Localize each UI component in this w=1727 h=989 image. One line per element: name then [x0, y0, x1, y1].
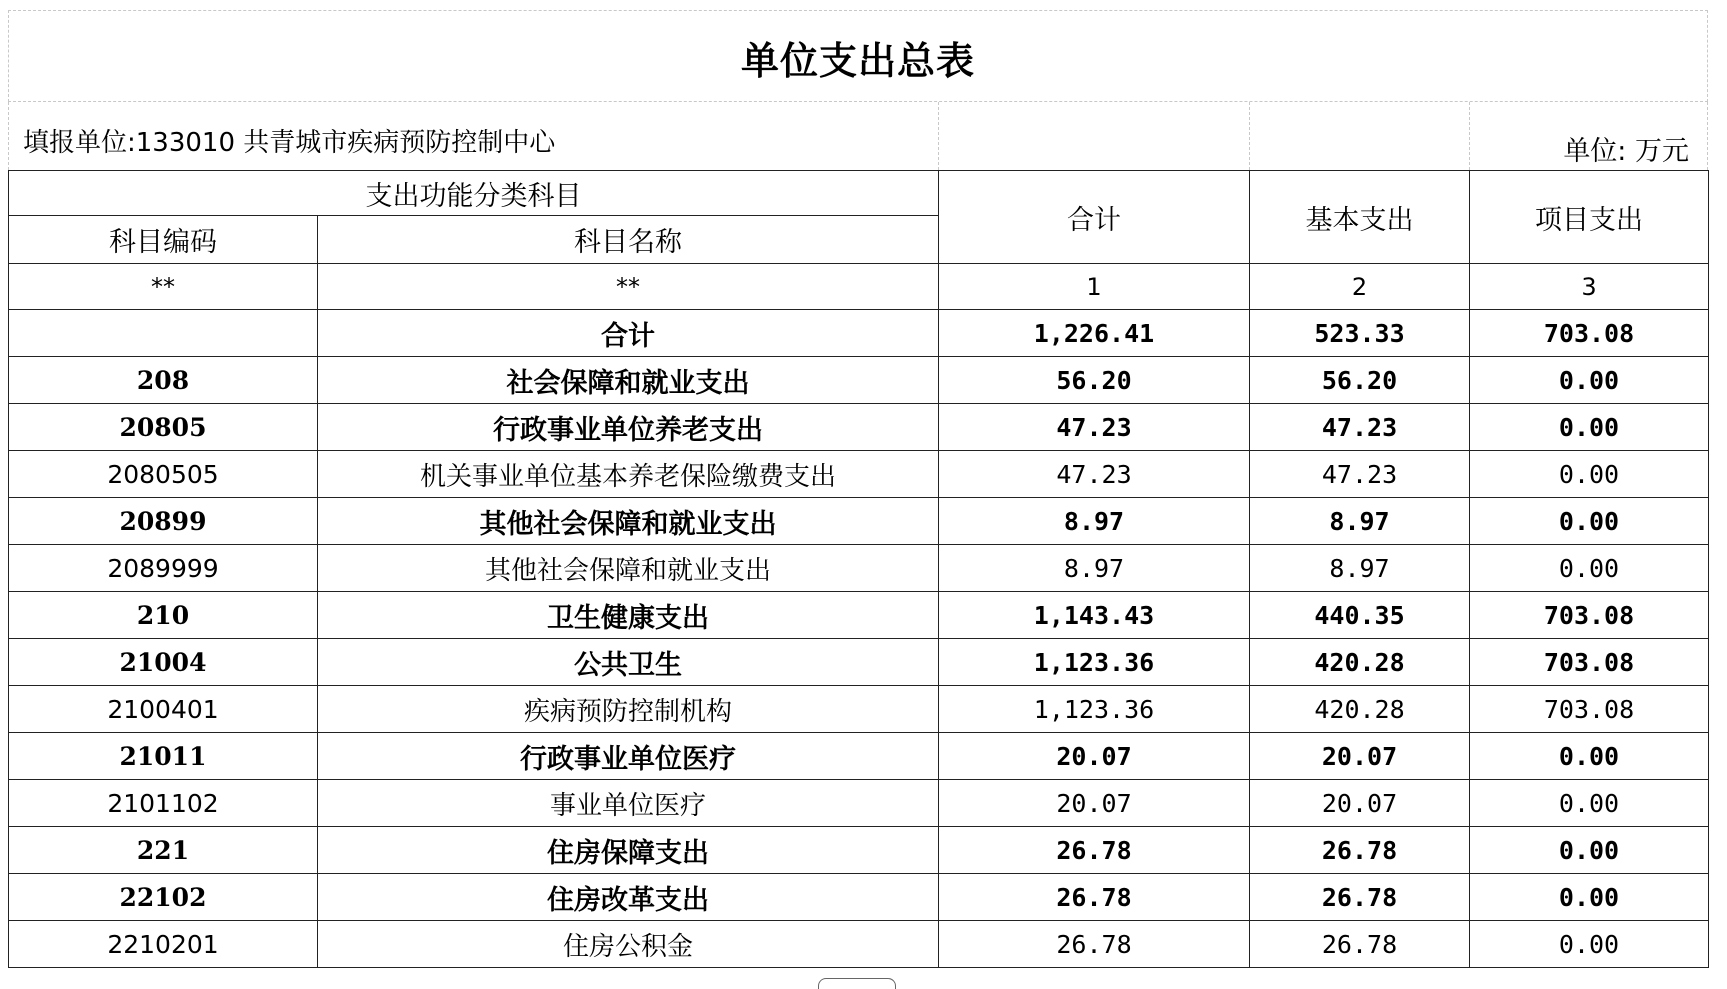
total-cell: 1,123.36 [939, 686, 1250, 733]
name-cell: 行政事业单位养老支出 [318, 404, 939, 451]
code-cell: 22102 [9, 874, 318, 921]
reporting-unit-cell [8, 102, 938, 170]
name-cell: 其他社会保障和就业支出 [318, 545, 939, 592]
project-cell: 0.00 [1470, 545, 1709, 592]
code-cell: 2089999 [9, 545, 318, 592]
table-row [9, 733, 1709, 780]
basic-cell: 523.33 [1250, 310, 1470, 357]
name-column-header: 科目名称 [318, 216, 939, 264]
title-row [8, 10, 1708, 102]
scroll-handle[interactable] [818, 978, 896, 989]
project-cell: 0.00 [1470, 357, 1709, 404]
info-empty-cell [938, 102, 1249, 170]
total-cell: 8.97 [939, 498, 1250, 545]
basic-cell: 26.78 [1250, 874, 1470, 921]
table-row [9, 827, 1709, 874]
name-cell: 住房公积金 [318, 921, 939, 968]
project-cell: 0.00 [1470, 404, 1709, 451]
name-cell: 事业单位医疗 [318, 780, 939, 827]
table-row [9, 498, 1709, 545]
code-cell: 2100401 [9, 686, 318, 733]
total-cell: 26.78 [939, 921, 1250, 968]
project-cell: 703.08 [1470, 592, 1709, 639]
basic-cell: 440.35 [1250, 592, 1470, 639]
name-cell: 住房保障支出 [318, 827, 939, 874]
name-cell: 行政事业单位医疗 [318, 733, 939, 780]
currency-unit-cell [1469, 102, 1708, 170]
basic-cell: 8.97 [1250, 545, 1470, 592]
function-category-header: 支出功能分类科目 [9, 171, 939, 216]
name-cell: 机关事业单位基本养老保险缴费支出 [318, 451, 939, 498]
project-cell: 0.00 [1470, 498, 1709, 545]
code-cell: 21004 [9, 639, 318, 686]
basic-expense-column-header: 基本支出 [1250, 171, 1470, 264]
name-cell: 公共卫生 [318, 639, 939, 686]
basic-cell: 47.23 [1250, 404, 1470, 451]
basic-cell: 26.78 [1250, 827, 1470, 874]
basic-cell: 26.78 [1250, 921, 1470, 968]
expense-table [8, 170, 1709, 968]
table-row [9, 921, 1709, 968]
basic-cell: 20.07 [1250, 733, 1470, 780]
project-cell: 0.00 [1470, 874, 1709, 921]
name-cell: 卫生健康支出 [318, 592, 939, 639]
table-row [9, 780, 1709, 827]
basic-cell: 420.28 [1250, 686, 1470, 733]
table-row [9, 686, 1709, 733]
index-cell: 3 [1470, 264, 1709, 310]
total-cell: 1,226.41 [939, 310, 1250, 357]
expense-summary-sheet [8, 10, 1708, 968]
name-cell: 疾病预防控制机构 [318, 686, 939, 733]
index-cell: 2 [1250, 264, 1470, 310]
total-cell: 26.78 [939, 874, 1250, 921]
code-cell: 20805 [9, 404, 318, 451]
table-row [9, 310, 1709, 357]
table-body [9, 310, 1709, 968]
reporting-unit-label: 填报单位:133010 共青城市疾病预防控制中心 [23, 128, 556, 158]
index-cell: ** [318, 264, 939, 310]
basic-cell: 47.23 [1250, 451, 1470, 498]
code-cell: 2080505 [9, 451, 318, 498]
project-cell: 0.00 [1470, 733, 1709, 780]
code-cell: 21011 [9, 733, 318, 780]
total-cell: 8.97 [939, 545, 1250, 592]
table-row [9, 451, 1709, 498]
page-title: 单位支出总表 [740, 37, 975, 83]
project-expense-column-header: 项目支出 [1470, 171, 1709, 264]
code-cell: 208 [9, 357, 318, 404]
info-empty-cell [1249, 102, 1469, 170]
table-row [9, 592, 1709, 639]
total-cell: 47.23 [939, 404, 1250, 451]
table-row [9, 639, 1709, 686]
name-cell: 其他社会保障和就业支出 [318, 498, 939, 545]
project-cell: 703.08 [1470, 686, 1709, 733]
currency-unit-label: 单位: 万元 [1563, 136, 1689, 167]
total-cell: 1,143.43 [939, 592, 1250, 639]
basic-cell: 8.97 [1250, 498, 1470, 545]
total-cell: 26.78 [939, 827, 1250, 874]
total-cell: 1,123.36 [939, 639, 1250, 686]
code-cell: 210 [9, 592, 318, 639]
total-column-header: 合计 [939, 171, 1250, 264]
table-row [9, 545, 1709, 592]
code-column-header: 科目编码 [9, 216, 318, 264]
project-cell: 703.08 [1470, 639, 1709, 686]
code-cell [9, 310, 318, 357]
name-cell: 住房改革支出 [318, 874, 939, 921]
table-row [9, 404, 1709, 451]
table-row [9, 357, 1709, 404]
index-cell: 1 [939, 264, 1250, 310]
basic-cell: 420.28 [1250, 639, 1470, 686]
total-cell: 20.07 [939, 733, 1250, 780]
info-row [8, 102, 1708, 170]
project-cell: 0.00 [1470, 780, 1709, 827]
total-cell: 56.20 [939, 357, 1250, 404]
project-cell: 703.08 [1470, 310, 1709, 357]
index-cell: ** [9, 264, 318, 310]
table-row [9, 874, 1709, 921]
code-cell: 20899 [9, 498, 318, 545]
project-cell: 0.00 [1470, 921, 1709, 968]
code-cell: 2210201 [9, 921, 318, 968]
name-cell: 合计 [318, 310, 939, 357]
project-cell: 0.00 [1470, 827, 1709, 874]
total-cell: 47.23 [939, 451, 1250, 498]
name-cell: 社会保障和就业支出 [318, 357, 939, 404]
basic-cell: 56.20 [1250, 357, 1470, 404]
basic-cell: 20.07 [1250, 780, 1470, 827]
code-cell: 2101102 [9, 780, 318, 827]
code-cell: 221 [9, 827, 318, 874]
project-cell: 0.00 [1470, 451, 1709, 498]
total-cell: 20.07 [939, 780, 1250, 827]
